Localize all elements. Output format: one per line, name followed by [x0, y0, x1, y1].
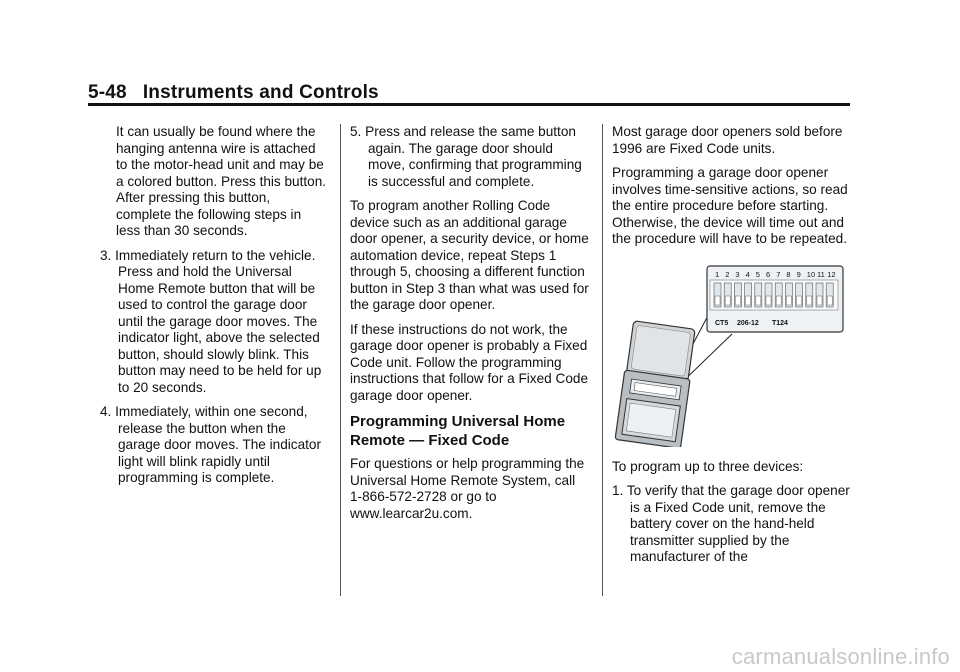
step-number: 1. — [612, 483, 624, 498]
dip-number: 5 — [755, 269, 760, 279]
dip-switch-knob — [776, 296, 781, 305]
help-paragraph: For questions or help programming the Universal Home Remote System, call 1-866-572-2728 or go to www.learcar2u.com. — [350, 456, 585, 521]
page-header — [88, 82, 379, 104]
dip-number: 12 — [827, 269, 836, 279]
step-text: Immediately return to the vehicle. Press and hold the Universal Home Remote button that will be used to control the garage door until the garage door moves. The indicator light, above the selected button, should slowly blink. This button may need to be held for up to 20 seconds. — [115, 247, 322, 395]
step-5 — [350, 124, 590, 190]
fixed-code-paragraph: Most garage door openers sold before 1996 are Fixed Code units. — [612, 124, 843, 156]
step-text: To verify that the garage door opener is a Fixed Code unit, remove the battery cover on the hand-held transmitter supplied by the manufacturer of the — [626, 483, 850, 564]
dip-switch-illustration — [612, 262, 850, 447]
dip-number: 8 — [786, 269, 791, 279]
transmitter-icon — [615, 320, 697, 447]
header-rule — [88, 103, 850, 106]
dip-switch-knob — [725, 296, 730, 305]
dip-number: 9 — [796, 269, 801, 279]
dip-switch-knob — [715, 296, 720, 305]
section-title: Instruments and Controls — [142, 82, 379, 103]
dip-number: 2 — [725, 269, 730, 279]
column-1 — [100, 124, 328, 495]
transmitter-dip-switch-svg — [612, 262, 850, 447]
dip-number: 10 — [806, 269, 816, 279]
step-number: 4. — [100, 404, 112, 419]
fixed-code-hint-paragraph: If these instructions do not work, the garage door opener is probably a Fixed Code unit. Follow the programming instructions that follow for a Fixed Code garage door opener. — [350, 321, 589, 403]
section-subheading: Programming Universal Home Remote — Fixed Code — [350, 413, 566, 449]
step-1 — [612, 483, 850, 566]
dip-switch-knob — [746, 296, 751, 305]
step-text: Press and release the same button again. The garage door should move, confirming that programming is successful and complete. — [365, 124, 582, 189]
column-2 — [350, 124, 590, 530]
column-divider — [340, 124, 341, 596]
dip-switch-knob — [807, 296, 812, 305]
step-4 — [100, 404, 328, 487]
dip-number: 11 — [817, 269, 825, 279]
time-sensitive-paragraph: Programming a garage door opener involves time-sensitive actions, so read the entire procedure before starting. Otherwise, the device will time out and the procedure will have to be repeated. — [612, 165, 848, 246]
step-text: Immediately, within one second, release the button when the garage door moves. The indicator light will blink rapidly until programming is complete. — [115, 404, 322, 485]
step-number: 5. — [350, 124, 362, 139]
dip-switch-knob — [817, 296, 822, 305]
dip-switch-knob — [786, 296, 791, 305]
dip-label-a: CT5 — [715, 319, 729, 327]
dip-number: 1 — [715, 269, 720, 279]
dip-label-b: 206-12 — [737, 319, 759, 327]
intro-paragraph: It can usually be found where the hanging antenna wire is attached to the motor-head unit and may be a colored button. Press this button. After pressing this button, complete the following steps in less than 30 seconds. — [116, 124, 327, 238]
dip-number: 3 — [735, 269, 740, 279]
dip-switch-knob — [756, 296, 761, 305]
dip-switch-knob — [827, 296, 832, 305]
column-3 — [612, 124, 850, 574]
step-number: 3. — [100, 247, 112, 263]
page-number: 5-48 — [88, 82, 127, 103]
three-devices-paragraph: To program up to three devices: — [612, 458, 804, 474]
dip-switch-knob — [797, 296, 802, 305]
dip-number: 6 — [766, 269, 771, 279]
watermark: carmanualsonline.info — [731, 644, 950, 669]
dip-number: 7 — [776, 269, 781, 279]
dip-label-c: T124 — [772, 319, 788, 327]
step-3 — [100, 248, 328, 397]
dip-number: 4 — [745, 269, 750, 279]
dip-switch-knob — [766, 296, 771, 305]
column-divider — [602, 124, 603, 596]
dip-switch-knob — [735, 296, 740, 305]
rolling-code-paragraph: To program another Rolling Code device such as an additional garage door opener, a security device, or home automation device, repeat Steps 1 through 5, choosing a different function button in Step 3 than what was used for the garage door opener. — [350, 198, 589, 312]
